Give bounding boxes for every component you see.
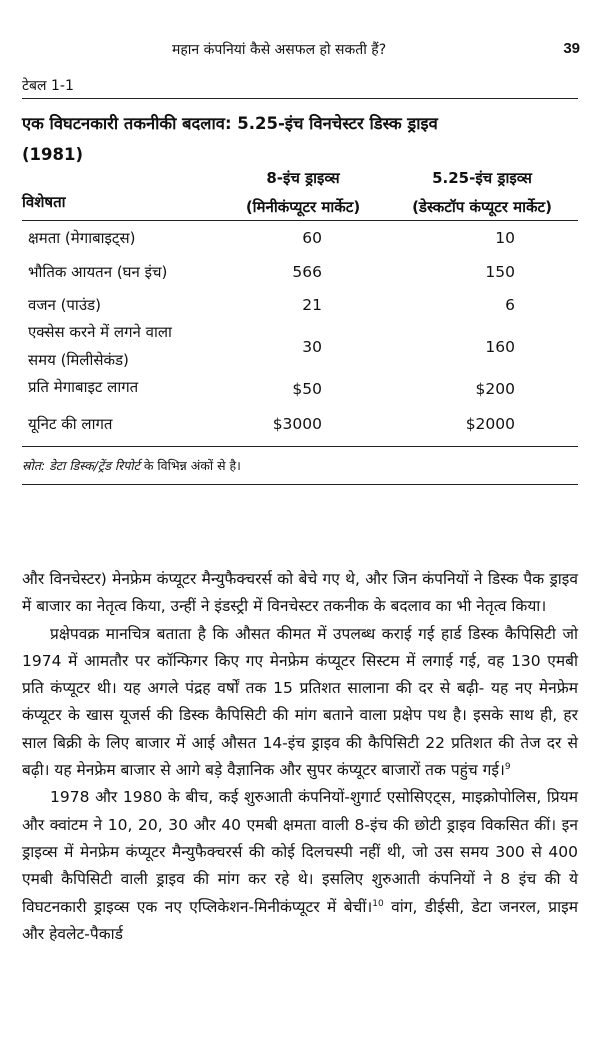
col2-header-line1: 5.25-इंच ड्राइव्स (432, 169, 532, 187)
table-row-label (28, 318, 172, 374)
table-row-label: प्रति मेगाबाइट लागत (28, 378, 139, 396)
col1-header (228, 164, 378, 222)
table-cell: $2000 (465, 415, 515, 433)
table-cell: 10 (495, 229, 515, 247)
table-cell: 566 (292, 263, 322, 281)
table-cell: 60 (302, 229, 322, 247)
source-rule (22, 484, 578, 485)
table-bottom-rule (22, 446, 578, 447)
running-header-title: महान कंपनियां कैसे असफल हो सकती हैं? (172, 42, 387, 58)
table-cell: 6 (505, 296, 515, 314)
page-number: 39 (563, 40, 580, 57)
table-cell: $3000 (272, 415, 322, 433)
col2-header-line2: (डेस्कटॉप कंप्यूटर मार्केट) (412, 198, 552, 216)
paragraph-text-tail: वांग, डीईसी, डेटा जनरल, प्राइम और हेवलेट-पैकार्ड (22, 897, 578, 943)
table-top-rule (22, 98, 578, 99)
header-rule (22, 220, 578, 221)
table-label: टेबल 1-1 (22, 78, 74, 94)
col1-header-line1: 8-इंच ड्राइव्स (266, 169, 340, 187)
table-row-label: वजन (पाउंड) (28, 296, 101, 314)
table-cell: 30 (302, 338, 322, 356)
paragraph: और विनचेस्टर) मेनफ्रेम कंप्यूटर मैन्युफैक्चरर्स को बेचे गए थे, और जिन कंपनियों ने डिस्क पैक ड्राइव में बाजार का नेतृत्व किया, उन्हीं ने इंडस्ट्री में विनचेस्टर तकनीक के बदलाव का भी नेतृत्व किया। (22, 570, 578, 616)
table-cell: 150 (485, 263, 515, 281)
table-source-note (22, 457, 241, 474)
table-cell: $200 (475, 380, 515, 398)
attribute-header: विशेषता (22, 193, 66, 211)
table-cell: 21 (302, 296, 322, 314)
table-cell: $50 (292, 380, 322, 398)
table-row-label: भौतिक आयतन (घन इंच) (28, 263, 168, 281)
table-row-label-line1: एक्सेस करने में लगने वाला (28, 323, 172, 341)
footnote-marker: 9 (504, 761, 511, 772)
col2-header (388, 164, 576, 222)
footnote-marker: 10 (372, 898, 384, 909)
source-prefix: स्रोत: डेटा डिस्क/ट्रेंड रिपोर्ट (22, 458, 140, 473)
paragraph-text: 1978 और 1980 के बीच, कई शुरुआती कंपनियों-शुगार्ट एसोसिएट्स, माइक्रोपोलिस, प्रियम और क्वांटम ने 10, 20, 30 और 40 एमबी क्षमता वाली 8-इंच की छोटी ड्राइव विकसित कीं। इन ड्राइव्स में मेनफ्रेम कंप्यूटर मैन्युफैक्चरर्स की कोई दिलचस्पी नहीं थी, जो उस समय 300 से 400 एमबी कैपिसिटी वाली ड्राइव की मांग कर रहे थे। इसलिए शुरुआती कंपनियों ने 8 इंच की ये विघटनकारी ड्राइव्स एक नए एप्लिकेशन-मिनीकंप्यूटर में बेचीं। (22, 788, 578, 916)
col1-header-line2: (मिनीकंप्यूटर मार्केट) (245, 198, 361, 216)
table-row-label-line2: समय (मिलीसेकंड) (28, 351, 129, 369)
paragraph (22, 621, 578, 785)
paragraph-text: प्रक्षेपवक्र मानचित्र बताता है कि औसत कीमत में उपलब्ध कराई गई हार्ड डिस्क कैपिसिटी जो 1974 में आमतौर पर कॉन्फिगर किए गए मेनफ्रेम कंप्यूटर सिस्टम में लगाई गई, वह 130 एमबी प्रति कंप्यूटर थी। यह अगले पंद्रह वर्षों तक 15 प्रतिशत सालाना की दर से बढ़ी- यह नए मेनफ्रेम कंप्यूटर के खास यूजर्स की डिस्क कैपिसिटी की मांग बताने वाला प्रक्षेप पथ है। इसके साथ ही, हर साल बिक्री के लिए बाजार में आई औसत 14-इंच ड्राइव की कैपिसिटी 22 प्रतिशत की तेज दर से बढ़ी। यह मेनफ्रेम बाजार से आगे बड़े वैज्ञानिक और सुपर कंप्यूटर बाजारों तक पहुंच गई। (22, 624, 578, 780)
table-cell: 160 (485, 338, 515, 356)
paragraph (22, 784, 578, 948)
body-text (22, 566, 578, 948)
table-title: एक विघटनकारी तकनीकी बदलाव: 5.25-इंच विनचेस्टर डिस्क ड्राइव (1981) (22, 114, 438, 164)
source-rest: के विभिन्न अंकों से है। (139, 458, 241, 473)
table-row-label: यूनिट की लागत (28, 415, 113, 433)
table-row-label: क्षमता (मेगाबाइट्स) (28, 229, 136, 247)
